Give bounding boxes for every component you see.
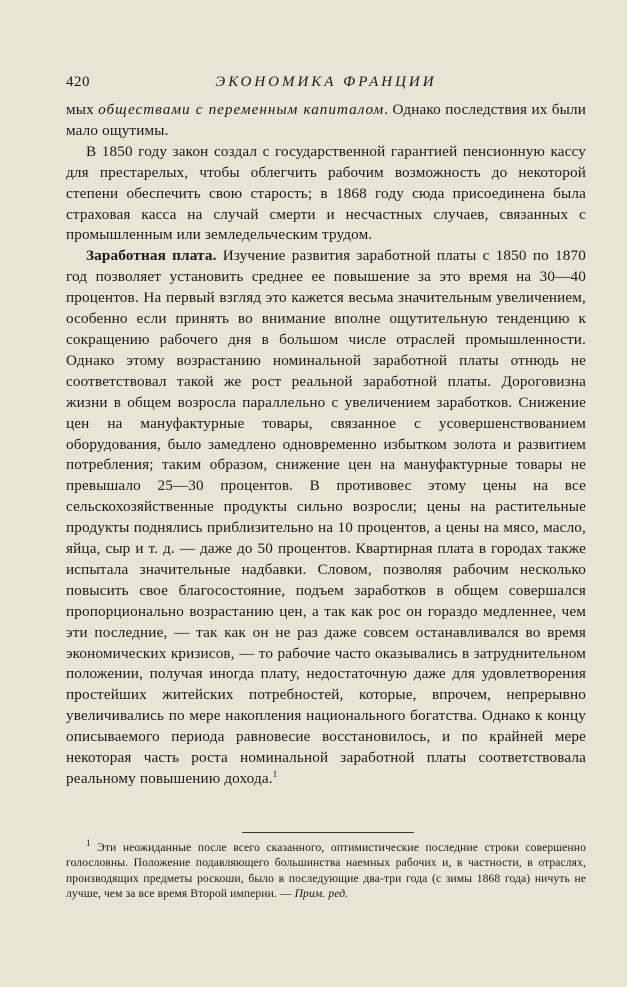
footnote-reference[interactable]: 1 bbox=[272, 768, 278, 779]
paragraph-text: В 1850 году закон создал с государственной гарантией пенсионную кассу для престарелых, чтобы облегчить рабочим возможность до некоторой степени обеспечить свою старость; в 1868 году сюда присоединена была страховая касса на случай смерти и несчастных случаев, связанных с промышленным или земледельческим трудом. bbox=[66, 142, 586, 244]
book-page bbox=[66, 64, 586, 964]
editor-note-label: Прим. ред. bbox=[294, 886, 349, 900]
body-text bbox=[66, 100, 586, 790]
running-title: ЭКОНОМИКА ФРАНЦИИ bbox=[215, 74, 437, 90]
section-heading: Заработная плата. bbox=[86, 247, 217, 265]
italic-term: обществами с переменным капиталом bbox=[98, 101, 385, 118]
footnote-text: Эти неожиданные после всего сказанного, оптимистические последние строки совершенно голословны. Положение подавляющего большинства наемных рабочих и, в частности, в отраслях, производящих предметы роскоши, было в последующие два-три года (с зимы 1868 года) ничуть не лучше, чем за все время Второй империи. — bbox=[66, 841, 587, 900]
paragraph-text: мых bbox=[66, 101, 99, 118]
paragraph-text: . Однако последствия их были мало ощутимы. bbox=[66, 101, 586, 139]
running-head bbox=[66, 64, 586, 100]
footnote-marker: 1 bbox=[86, 838, 91, 849]
footnote-divider bbox=[242, 832, 414, 833]
paragraph-pension-fund bbox=[66, 142, 586, 247]
paragraph-wages bbox=[66, 246, 586, 790]
paragraph-continuation bbox=[66, 100, 586, 142]
footnotes bbox=[66, 840, 586, 901]
paragraph-text: Изучение развития заработной платы с 1850 по 1870 год позволяет установить среднее ее повышение за это время на 30—40 процентов. На первый взгляд это кажется весьма значительным увеличением, особенно если принять во внимание вполне ощутительную тенденцию к сокращению рабочего дня в большом числе отраслей промышленности. Однако этому возрастанию номинальной заработной платы отнюдь не соответствовал такой же рост реальной заработной платы. Дороговизна жизни в общем возросла параллельно с увеличением заработков. Снижение цен на мануфактурные товары, связанное с усовершенствованием оборудования, было замедлено одновременно избытком золота и развитием потребления; таким образом, снижение цен на мануфактурные товары не превышало 25—30 процентов. В противовес этому цены на все сельскохозяйственные продукты сильно возросли; цены на растительные продукты поднялись приблизительно на 10 процентов, а цены на мясо, масло, яйца, сыр и т. д. — даже до 50 процентов. Квартирная плата в городах также испытала значительные надбавки. Словом, позволяя рабочим несколько повысить свое благосостояние, подъем заработков в общем совершался пропорционально возрастанию цен, а так как рос он гораздо медленнее, чем эти последние, — так как он не раз даже совсем останавливался во время экономических кризисов, — то рабочие часто оказывались в затруднительном положении, получая иногда плату, недостаточную даже для удовлетворения простейших житейских потребностей, которые, впрочем, непрерывно увеличивались по мере накопления национального богатства. Однако к концу описываемого периода равновесие восстановилось, и по крайней мере некоторая часть роста номинальной заработной платы соответствовала реальному повышению дохода. bbox=[66, 247, 586, 787]
page-number: 420 bbox=[66, 74, 90, 90]
footnote bbox=[66, 840, 586, 901]
